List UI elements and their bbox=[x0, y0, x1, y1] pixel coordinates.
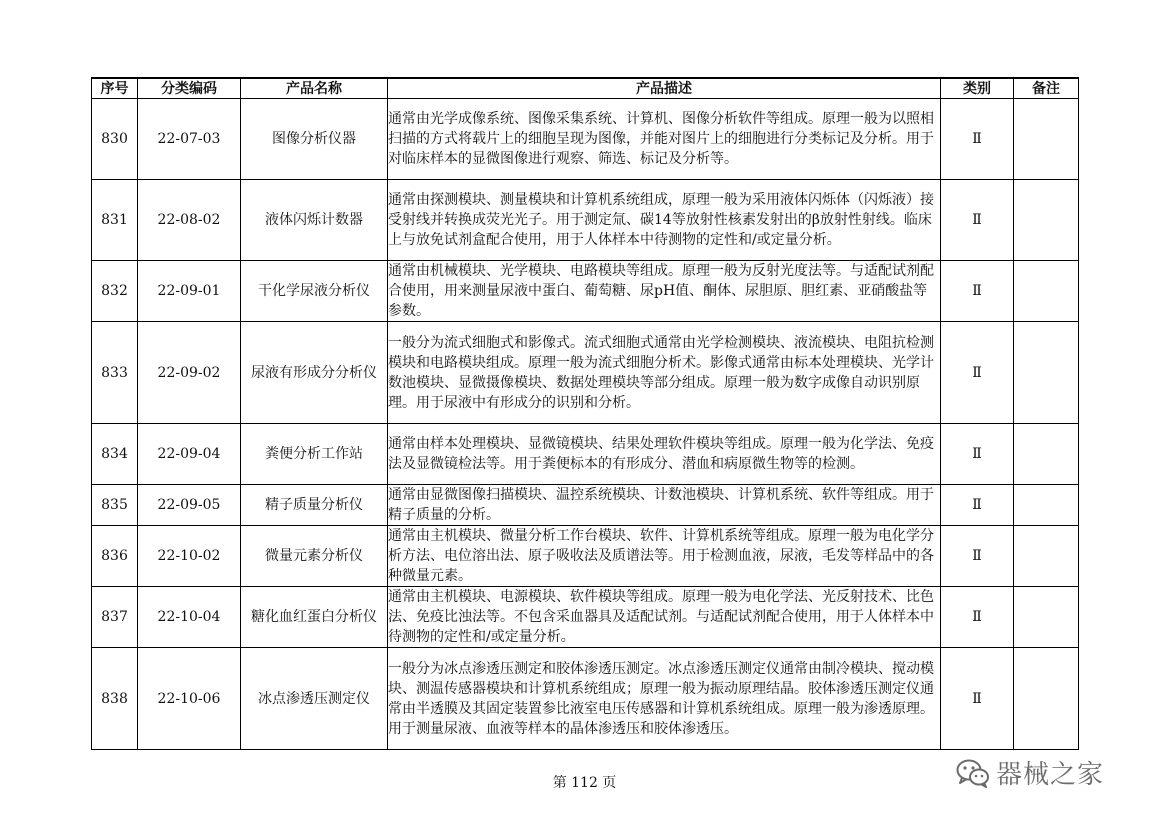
cell-class: Ⅱ bbox=[941, 261, 1014, 322]
cell-code: 22-09-01 bbox=[138, 261, 241, 322]
cell-code: 22-10-04 bbox=[138, 587, 241, 648]
header-class: 类别 bbox=[941, 78, 1014, 99]
cell-seq: 836 bbox=[92, 526, 138, 587]
cell-seq: 831 bbox=[92, 180, 138, 261]
cell-note bbox=[1014, 526, 1079, 587]
table-row bbox=[92, 587, 1079, 648]
table-row bbox=[92, 322, 1079, 424]
cell-desc: 通常由光学成像系统、图像采集系统、计算机、图像分析软件等组成。原理一般为以照相扫描的方式将载片上的细胞呈现为图像，并能对图片上的细胞进行分类标记及分析。用于对临床样本的显微图像进行观察、筛选、标记及分析等。 bbox=[388, 99, 941, 180]
header-desc: 产品描述 bbox=[388, 78, 941, 99]
cell-name: 冰点渗透压测定仪 bbox=[241, 648, 388, 750]
cell-class: Ⅱ bbox=[941, 648, 1014, 750]
cell-seq: 838 bbox=[92, 648, 138, 750]
cell-seq: 835 bbox=[92, 485, 138, 526]
cell-desc: 一般分为冰点渗透压测定和胶体渗透压测定。冰点渗透压测定仪通常由制冷模块、搅动模块、测温传感器模块和计算机系统组成；原理一般为振动原理结晶。胶体渗透压测定仪通常由半透膜及其固定装置参比液室电压传感器和计算机系统组成。原理一般为渗透原理。用于测量尿液、血液等样本的晶体渗透压和胶体渗透压。 bbox=[388, 648, 941, 750]
cell-name: 尿液有形成分分析仪 bbox=[241, 322, 388, 424]
cell-note bbox=[1014, 485, 1079, 526]
cell-name: 微量元素分析仪 bbox=[241, 526, 388, 587]
header-seq: 序号 bbox=[92, 78, 138, 99]
cell-desc: 一般分为流式细胞式和影像式。流式细胞式通常由光学检测模块、液流模块、电阻抗检测模块和电路模块组成。原理一般为流式细胞分析术。影像式通常由标本处理模块、光学计数池模块、显微摄像模块、数据处理模块等部分组成。原理一般为数字成像自动识别原理。用于尿液中有形成分的识别和分析。 bbox=[388, 322, 941, 424]
table-row bbox=[92, 485, 1079, 526]
cell-code: 22-09-02 bbox=[138, 322, 241, 424]
cell-desc: 通常由主机模块、微量分析工作台模块、软件、计算机系统等组成。原理一般为电化学分析方法、电位溶出法、原子吸收法及质谱法等。用于检测血液，尿液，毛发等样品中的各种微量元素。 bbox=[388, 526, 941, 587]
cell-code: 22-08-02 bbox=[138, 180, 241, 261]
cell-class: Ⅱ bbox=[941, 526, 1014, 587]
cell-note bbox=[1014, 261, 1079, 322]
table-row bbox=[92, 648, 1079, 750]
cell-name: 图像分析仪器 bbox=[241, 99, 388, 180]
cell-seq: 832 bbox=[92, 261, 138, 322]
cell-seq: 833 bbox=[92, 322, 138, 424]
cell-class: Ⅱ bbox=[941, 322, 1014, 424]
cell-name: 液体闪烁计数器 bbox=[241, 180, 388, 261]
cell-class: Ⅱ bbox=[941, 587, 1014, 648]
cell-code: 22-10-06 bbox=[138, 648, 241, 750]
catalog-table bbox=[91, 77, 1079, 750]
watermark-text: 器械之家 bbox=[996, 760, 1105, 790]
cell-code: 22-09-04 bbox=[138, 424, 241, 485]
cell-code: 22-09-05 bbox=[138, 485, 241, 526]
cell-name: 糖化血红蛋白分析仪 bbox=[241, 587, 388, 648]
header-name: 产品名称 bbox=[241, 78, 388, 99]
cell-desc: 通常由显微图像扫描模块、温控系统模块、计数池模块、计算机系统、软件等组成。用于精子质量的分析。 bbox=[388, 485, 941, 526]
cell-class: Ⅱ bbox=[941, 99, 1014, 180]
header-note: 备注 bbox=[1014, 78, 1079, 99]
table-row bbox=[92, 424, 1079, 485]
table-row bbox=[92, 261, 1079, 322]
cell-desc: 通常由机械模块、光学模块、电路模块等组成。原理一般为反射光度法等。与适配试剂配合使用，用来测量尿液中蛋白、葡萄糖、尿pH值、酮体、尿胆原、胆红素、亚硝酸盐等参数。 bbox=[388, 261, 941, 322]
cell-code: 22-10-02 bbox=[138, 526, 241, 587]
wechat-icon bbox=[956, 758, 990, 788]
page-number: 第 112 页 bbox=[552, 775, 617, 791]
cell-desc: 通常由探测模块、测量模块和计算机系统组成，原理一般为采用液体闪烁体（闪烁液）接受射线并转换成荧光光子。用于测定氚、碳14等放射性核素发射出的β放射性射线。临床上与放免试剂盒配合使用，用于人体样本中待测物的定性和/或定量分析。 bbox=[388, 180, 941, 261]
table-header-row bbox=[92, 78, 1079, 99]
cell-note bbox=[1014, 587, 1079, 648]
cell-class: Ⅱ bbox=[941, 180, 1014, 261]
cell-name: 精子质量分析仪 bbox=[241, 485, 388, 526]
cell-desc: 通常由样本处理模块、显微镜模块、结果处理软件模块等组成。原理一般为化学法、免疫法及显微镜检法等。用于粪便标本的有形成分、潜血和病原微生物等的检测。 bbox=[388, 424, 941, 485]
cell-desc: 通常由主机模块、电源模块、软件模块等组成。原理一般为电化学法、光反射技术、比色法、免疫比浊法等。不包含采血器具及适配试剂。与适配试剂配合使用，用于人体样本中待测物的定性和/或定量分析。 bbox=[388, 587, 941, 648]
cell-seq: 830 bbox=[92, 99, 138, 180]
cell-class: Ⅱ bbox=[941, 424, 1014, 485]
cell-name: 粪便分析工作站 bbox=[241, 424, 388, 485]
cell-note bbox=[1014, 648, 1079, 750]
cell-name: 干化学尿液分析仪 bbox=[241, 261, 388, 322]
table-row bbox=[92, 526, 1079, 587]
cell-note bbox=[1014, 99, 1079, 180]
cell-note bbox=[1014, 180, 1079, 261]
watermark bbox=[956, 754, 1104, 791]
table-row bbox=[92, 180, 1079, 261]
cell-note bbox=[1014, 424, 1079, 485]
cell-class: Ⅱ bbox=[941, 485, 1014, 526]
header-code: 分类编码 bbox=[138, 78, 241, 99]
cell-code: 22-07-03 bbox=[138, 99, 241, 180]
cell-note bbox=[1014, 322, 1079, 424]
table-row bbox=[92, 99, 1079, 180]
cell-seq: 837 bbox=[92, 587, 138, 648]
cell-seq: 834 bbox=[92, 424, 138, 485]
